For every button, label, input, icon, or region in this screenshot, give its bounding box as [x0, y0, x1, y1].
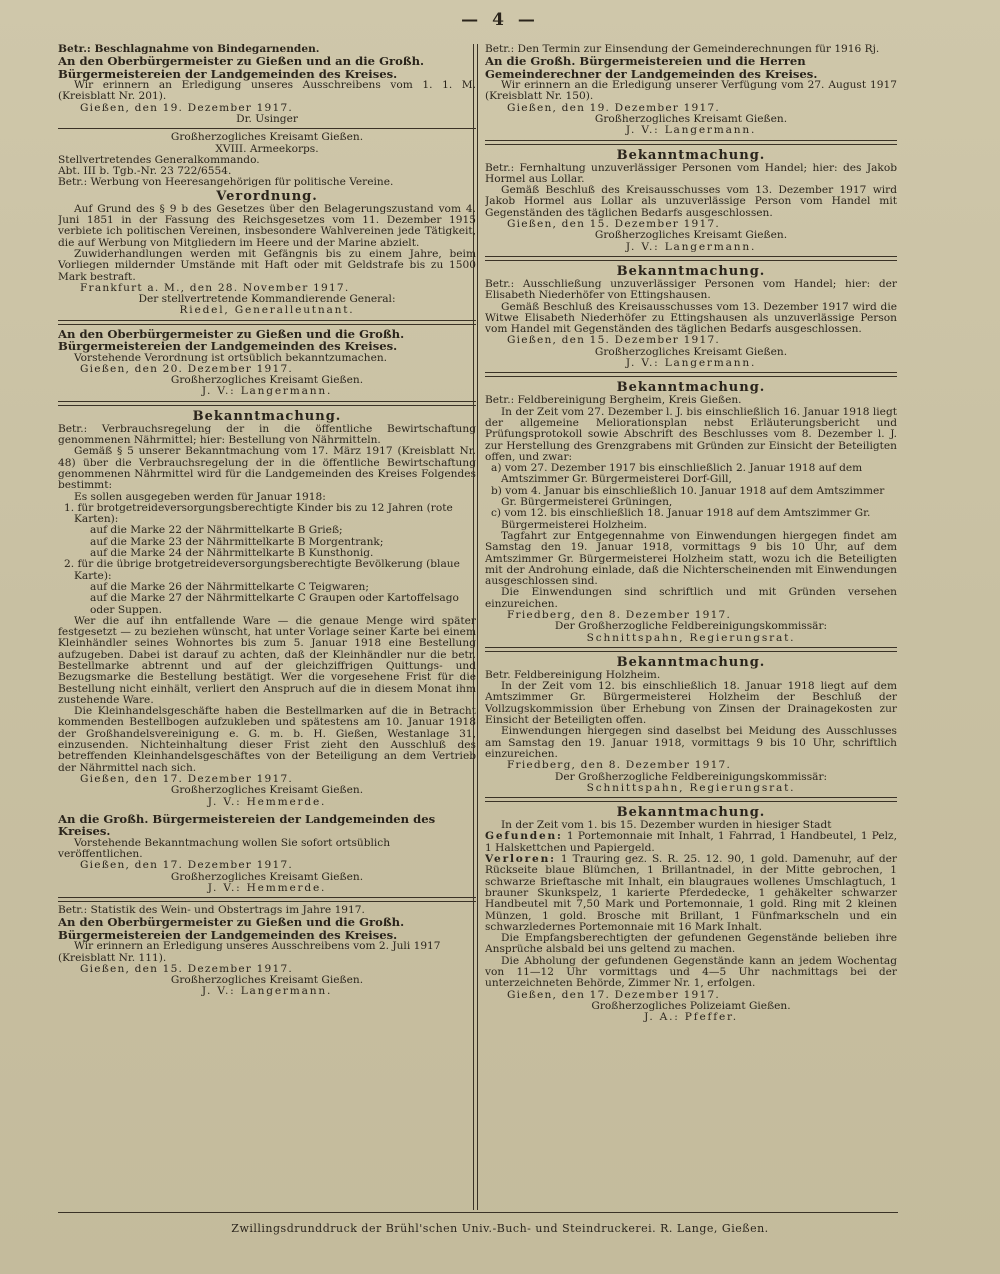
divider: [485, 647, 897, 652]
notice-date: Gießen, den 17. Dezember 1917.: [507, 988, 720, 1001]
notice-subject: Betr.: Statistik des Wein- und Obstertrags im Jahre 1917.: [58, 904, 365, 917]
notice-title: Bekanntmachung.: [192, 408, 342, 424]
notice-signature: Großherzogliches Kreisamt Gießen.: [594, 345, 788, 358]
notice-signature: J. A.: Pfeffer.: [644, 1011, 738, 1024]
notice-veroeffentlichen: [58, 813, 476, 894]
notice-signature: Großherzogliches Kreisamt Gießen.: [170, 974, 364, 987]
notice-paragraph: In der Zeit vom 12. bis einschließlich 18. Januar 1918 liegt auf dem Amtszimmer Gr. Bürgermeisterei Holzheim der Beschluß der Vollzugskommission über Erhebung von Zinsen der Drainagekosten zur Einsicht der Beteiligten offen.: [485, 680, 897, 727]
notice-bindegarn: [58, 44, 476, 125]
notice-signature: Der Großherzogliche Feldbereinigungskommissär:: [554, 620, 828, 633]
notice-subject: Betr. Feldbereinigung Holzheim.: [485, 668, 661, 681]
notice-date: Gießen, den 19. Dezember 1917.: [507, 101, 720, 114]
list-subitem: auf die Marke 23 der Nährmittelkarte B Morgentrank;: [90, 535, 384, 548]
notice-paragraph: Gemäß Beschluß des Kreisausschusses vom 13. Dezember 1917 wird die Witwe Elisabeth Niederhöfer zu Ettingshausen als unzuverlässige Person vom Handel mit Gegenständen des täglichen Bedarfs ausgeschlossen.: [485, 300, 897, 336]
notice-addressee: An den Oberbürgermeister zu Gießen und die Großh. Bürgermeistereien der Landgemeinden des Kreises.: [58, 915, 405, 942]
notice-naehrmittel: [58, 409, 476, 808]
left-column: [58, 44, 476, 1206]
notice-signature: Schnittspahn, Regierungsrat.: [586, 781, 796, 794]
notice-addressee: An den Oberbürgermeister zu Gießen und an die Großh. Bürgermeistereien der Landgemeinden des Kreises.: [58, 54, 425, 81]
notice-title: Bekanntmachung.: [616, 654, 766, 670]
list-item: 1. für brotgetreideversorgungsberechtigte Kinder bis zu 12 Jahren (rote Karten):: [64, 501, 453, 526]
list-subitem: auf die Marke 26 der Nährmittelkarte C Teigwaren;: [90, 580, 369, 593]
notice-date: Gießen, den 15. Dezember 1917.: [80, 962, 293, 975]
notice-paragraph: Tagfahrt zur Entgegennahme von Einwendungen hiergegen findet am Samstag den 19. Januar 1918, vormittags 9 bis 10 Uhr, auf dem Amtszimmer Gr. Bürgermeisterei Holzheim statt, wozu ich die Beteiligten mit der Androhung einlade, daß die Nichterscheinenden mit Einwendungen ausgeschlossen sind.: [485, 529, 897, 588]
divider: [58, 897, 476, 902]
notice-subject: Betr.: Verbrauchsregelung der in die öffentliche Bewirtschaftung genommenen Nährmittel; hier: Bestellung von Nährmitteln.: [58, 422, 476, 447]
notice-signature: Der Großherzogliche Feldbereinigungskommissär:: [554, 770, 828, 783]
list-item: 2. für die übrige brotgetreideversorgungsberechtigte Bevölkerung (blaue Karte):: [64, 558, 460, 582]
found-label: Gefunden:: [485, 830, 563, 843]
notice-signature: J. V.: Hemmerde.: [207, 795, 327, 808]
list-item: a) vom 27. Dezember 1917 bis einschließlich 2. Januar 1918 auf dem Amtszimmer Gr. Bürgermeisterei Dorf-Gill,: [491, 462, 863, 486]
notice-paragraph: Die Einwendungen sind schriftlich und mit Gründen versehen einzureichen.: [485, 586, 897, 610]
notice-authority: Großherzogliches Kreisamt Gießen.: [170, 131, 364, 144]
divider: [58, 128, 476, 129]
notice-signature: J. V.: Langermann.: [625, 240, 757, 253]
footer-rule: [58, 1212, 898, 1213]
notice-signature: Der stellvertretende Kommandierende General:: [138, 293, 396, 306]
notice-signature: Großherzogliches Kreisamt Gießen.: [170, 374, 364, 387]
notice-fundsachen: [485, 805, 897, 1023]
notice-paragraph: In der Zeit vom 27. Dezember l. J. bis einschließlich 16. Januar 1918 liegt der allgemeine Meliorationsplan nebst Erläuterungsbericht und Prüfungsprotokoll sowie Abschrift des Beschlusses vom 8. Dezember l. J. zur Herstellung des Grenzgrabens mit Gründen zur Einsicht der Beteiligten offen, und zwar:: [485, 405, 897, 463]
notice-command: Stellvertretendes Generalkommando.: [58, 153, 260, 166]
notice-subject: Betr.: Feldbereinigung Bergheim, Kreis Gießen.: [485, 394, 742, 407]
notice-paragraph: Es sollen ausgegeben werden für Januar 1918:: [74, 490, 326, 503]
divider: [58, 401, 476, 406]
notice-signature: J. V.: Langermann.: [201, 985, 333, 998]
notice-hormel: [485, 148, 897, 253]
notice-paragraph: Wer die auf ihn entfallende Ware — die genaue Menge wird später festgesetzt — zu beziehen wünscht, hat unter Vorlage seiner Karte bei einem Kleinhändler seines Wohnortes bis zum 5. Januar 1918 eine Bestellung aufzugeben. Dabei ist darauf zu achten, daß der Kleinhändler nur die betr. Bestellmarke abtrennt und auf der gleichziffrigen Quittungs- und Bezugsmarke die Bestellung bestätigt. Wer die vorgesehene Frist für die Bestellung nicht einhält, verliert den Anspruch auf die in diesem Monat ihm zustehende Ware.: [58, 614, 476, 706]
list-subitem: auf die Marke 27 der Nährmittelkarte C Graupen oder Kartoffelsago oder Suppen.: [90, 592, 459, 616]
notice-date: Frankfurt a. M., den 28. November 1917.: [80, 281, 350, 294]
notice-title: Bekanntmachung.: [616, 263, 766, 279]
notice-reference: Abt. III b. Tgb.-Nr. 23 722/6554.: [58, 165, 232, 178]
notice-paragraph: Die Empfangsberechtigten der gefundenen Gegenstände belieben ihre Ansprüche alsbald bei uns geltend zu machen.: [485, 932, 897, 956]
notice-title: Bekanntmachung.: [616, 380, 766, 396]
notice-body: Vorstehende Bekanntmachung wollen Sie sofort ortsüblich veröffentlichen.: [58, 836, 391, 860]
notice-body: Wir erinnern an die Erledigung unserer Verfügung vom 27. August 1917 (Kreisblatt Nr. 150).: [485, 79, 897, 103]
notice-paragraph: Die Abholung der gefundenen Gegenstände kann an jedem Wochentag von 11—12 Uhr vormittags und 4—5 Uhr nachmittags bei der unterzeichneten Behörde, Zimmer Nr. 1, erfolgen.: [485, 954, 897, 990]
notice-title: Verordnung.: [216, 188, 318, 204]
notice-subject: Betr.: Den Termin zur Einsendung der Gemeinderechnungen für 1916 Rj.: [485, 44, 880, 55]
notice-subject: Betr.: Beschlagnahme von Bindegarnenden.: [58, 44, 320, 55]
notice-date: Gießen, den 20. Dezember 1917.: [80, 362, 293, 375]
notice-signature: J. V.: Langermann.: [625, 357, 757, 370]
notice-paragraph: Auf Grund des § 9 b des Gesetzes über den Belagerungszustand vom 4. Juni 1851 in der Fassung des Reichsgesetzes vom 11. Dezember 1915 verbiete ich politischen Vereinen, insbesondere Wahlvereinen jede Tätigkeit, die auf Werbung von Mitgliedern im Heere und der Marine abzielt.: [58, 202, 476, 249]
notice-signature: J. V.: Hemmerde.: [207, 881, 327, 894]
notice-signature: Großherzogliches Kreisamt Gießen.: [594, 113, 788, 125]
divider: [58, 320, 476, 325]
notice-signature: Dr. Usinger: [236, 113, 298, 125]
list-item: b) vom 4. Januar bis einschließlich 10. Januar 1918 auf dem Amtszimmer Gr. Bürgermeisterei Grüningen,: [491, 484, 885, 509]
notice-verordnung: [58, 132, 476, 316]
column-divider: [477, 44, 478, 1210]
notice-body: Wir erinnern an Erledigung unseres Ausschreibens vom 1. 1. M. (Kreisblatt Nr. 201).: [58, 79, 476, 103]
notice-paragraph: Gemäß § 5 unserer Bekanntmachung vom 17. März 1917 (Kreisblatt Nr. 48) über die Verbrauchsregelung der in die öffentliche Bewirtschaftung genommenen Nährmittel wird für die Landgemeinden des Kreises Folgendes bestimmt:: [58, 445, 476, 492]
notice-paragraph: Die Kleinhandelsgeschäfte haben die Bestellmarken auf die in Betracht kommenden Bestellbogen aufzukleben und spätestens am 10. Januar 1918 der Großhandelsvereinigung e. G. m. b. H. Gießen, Westanlage 31, einzusenden. Nichteinhaltung dieser Frist zieht den Ausschluß des betreffenden Kleinhandelsgeschäftes von der Beteiligung an dem Vertrieb der Nährmittel nach sich.: [58, 705, 476, 774]
list-subitem: auf die Marke 22 der Nährmittelkarte B Grieß;: [90, 524, 343, 537]
lost-label: Verloren:: [485, 853, 556, 866]
notice-addressee: An den Oberbürgermeister zu Gießen und die Großh. Bürgermeistereien der Landgemeinden des Kreises.: [58, 326, 405, 354]
lost-items: 1 Trauring gez. S. R. 25. 12. 90, 1 gold. Damenuhr, auf der Rückseite blaue Blümchen, 1 Brillantnadel, in der Mitte gebrochen, 1 schwarze Brieftasche mit Inhalt, ein blaugraues wollenes Umschlagtuch, 1 brauner Skunkspelz, 1 karierte Pferdedecke, 1 gehäkelter schwarzer Handbeutel mit 7,50 Mark und Portemonnaie, 1 gold. Ring mit 2 kleinen Münzen, 1 gold. Brosche mit Brillant, 1 Fünfmarkscheln und ein schwarzledernes Portemonnaie mit 16 Mark Inhalt.: [485, 853, 897, 933]
notice-signature: Großherzogliches Kreisamt Gießen.: [594, 229, 788, 242]
notice-paragraph: Gemäß Beschluß des Kreisausschusses vom 13. Dezember 1917 wird Jakob Hormel aus Lollar als unzuverlässige Person vom Handel mit Gegenständen des täglichen Bedarfs ausgeschlossen.: [485, 184, 897, 219]
list-subitem: auf die Marke 24 der Nährmittelkarte B Kunsthonig.: [90, 547, 374, 560]
notice-bekanntmachen: [58, 328, 476, 398]
notice-date: Gießen, den 17. Dezember 1917.: [80, 859, 293, 872]
divider: [485, 797, 897, 802]
notice-gemeinderechnungen: [485, 44, 897, 137]
notice-date: Gießen, den 15. Dezember 1917.: [507, 218, 720, 231]
notice-addressee: An die Großh. Bürgermeistereien und die Herren Gemeinderechner der Landgemeinden des Kreises.: [485, 54, 818, 81]
printer-imprint: Zwillingsdrunddruck der Brühl'schen Univ.-Buch- und Steindruckerei. R. Lange, Gießen.: [231, 1222, 769, 1235]
notice-holzheim: [485, 655, 897, 794]
found-items: 1 Portemonnaie mit Inhalt, 1 Fahrrad, 1 Handbeutel, 1 Pelz, 1 Halskettchen und Papiergeld.: [485, 830, 897, 854]
notice-date: Gießen, den 15. Dezember 1917.: [507, 334, 720, 347]
notice-paragraph: Zuwiderhandlungen werden mit Gefängnis bis zu einem Jahre, beim Vorliegen mildernder Umstände mit Haft oder mit Geldstrafe bis zu 1500 Mark bestraft.: [58, 247, 476, 283]
notice-bergheim: [485, 380, 897, 644]
notice-date: Friedberg, den 8. Dezember 1917.: [507, 759, 732, 772]
notice-title: Bekanntmachung.: [616, 805, 766, 821]
notice-signature: Großherzogliches Polizeiamt Gießen.: [591, 999, 791, 1012]
notice-subject: Betr.: Ausschließung unzuverlässiger Personen vom Handel; hier: der Elisabeth Niederhöfer von Ettingshausen.: [485, 277, 897, 302]
right-column: [485, 44, 897, 1209]
notice-signature: Schnittspahn, Regierungsrat.: [586, 631, 796, 644]
notice-corps: XVIII. Armeekorps.: [215, 142, 319, 155]
notice-paragraph: Einwendungen hiergegen sind daselbst bei Meidung des Ausschlusses am Samstag den 19. Januar 1918, vormittags 9 bis 10 Uhr, schriftlich einzureichen.: [485, 725, 897, 760]
notice-signature: Großherzogliches Kreisamt Gießen.: [170, 784, 364, 797]
notice-signature: Riedel, Generalleutnant.: [179, 304, 355, 317]
notice-paragraph: In der Zeit vom 1. bis 15. Dezember wurden in hiesiger Stadt: [501, 819, 832, 832]
notice-signature: J. V.: Langermann.: [625, 124, 757, 137]
notice-niederhoefer: [485, 264, 897, 369]
notice-subject: Betr.: Werbung von Heeresangehörigen für politische Vereine.: [58, 176, 394, 189]
notice-date: Gießen, den 19. Dezember 1917.: [80, 101, 293, 114]
notice-body: Vorstehende Verordnung ist ortsüblich bekanntzumachen.: [74, 351, 388, 364]
notice-title: Bekanntmachung.: [616, 147, 766, 163]
divider: [485, 256, 897, 261]
notice-signature: J. V.: Langermann.: [201, 385, 333, 398]
page-number: — 4 —: [461, 10, 539, 30]
list-item: c) vom 12. bis einschließlich 18. Januar 1918 auf dem Amtszimmer Gr. Bürgermeisterei Holzheim.: [491, 507, 871, 531]
notice-signature: Großherzogliches Kreisamt Gießen.: [170, 870, 364, 883]
notice-weinstatistik: [58, 905, 476, 998]
notice-body: Wir erinnern an Erledigung unseres Ausschreibens vom 2. Juli 1917 (Kreisblatt Nr. 111).: [58, 940, 441, 964]
notice-date: Gießen, den 17. Dezember 1917.: [80, 772, 293, 785]
divider: [485, 140, 897, 145]
divider: [485, 372, 897, 377]
notice-addressee: An die Großh. Bürgermeistereien der Landgemeinden des Kreises.: [58, 811, 436, 839]
notice-subject: Betr.: Fernhaltung unzuverlässiger Personen vom Handel; hier: des Jakob Hormel aus Lollar.: [485, 161, 897, 185]
notice-date: Friedberg, den 8. Dezember 1917.: [507, 608, 732, 621]
